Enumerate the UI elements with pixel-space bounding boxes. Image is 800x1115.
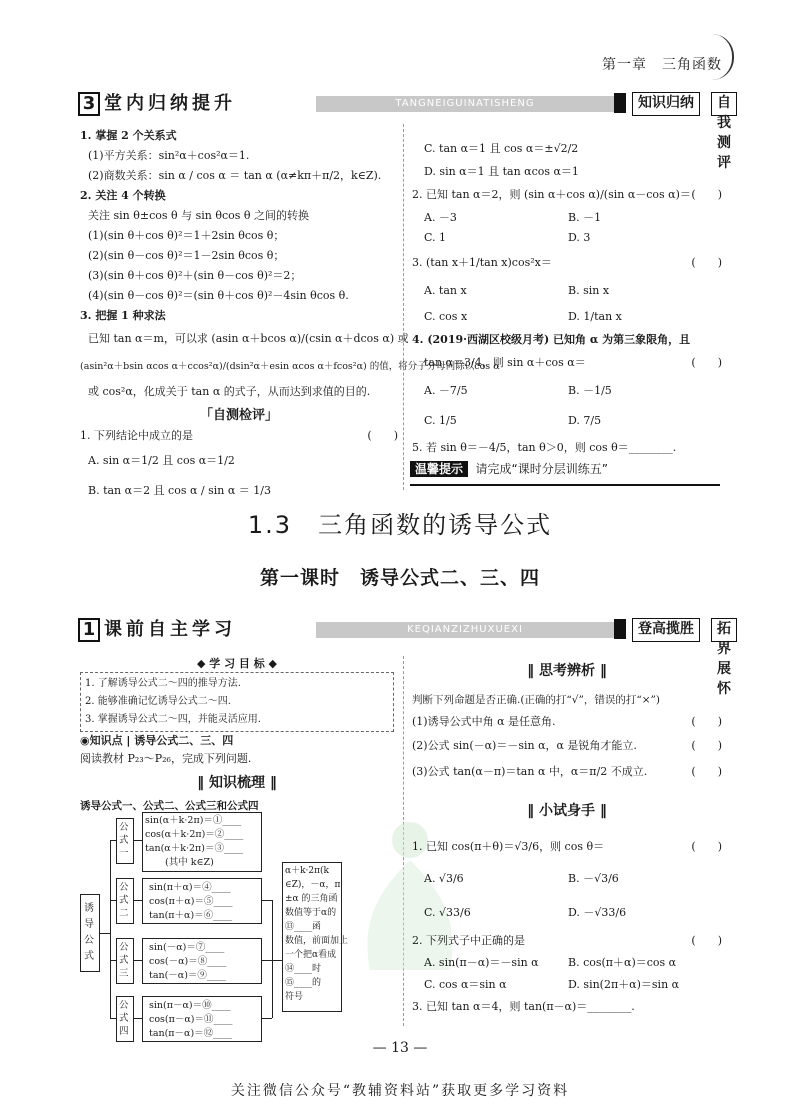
note-line: 一个把α看成 [285,950,337,960]
formula: (其中 k∈Z) [165,857,214,868]
summary-line: (2)商数关系：sin α / cos α ＝ tan α (α≠kπ＋π/2，k∈Z). [88,169,382,182]
group-label: 公式四 [119,1000,129,1037]
option-row [412,406,722,436]
note-line: ⑬____函 [285,922,322,932]
note-line: 数值等于α的 [285,908,337,918]
question [412,350,722,376]
option: A. sin α＝1/2 且 cos α＝1/2 [88,454,235,467]
summary-line: (2)(sin θ－cos θ)²＝1－2sin θcos θ； [88,249,285,262]
option-row [412,208,722,228]
question-text: 2. 下列式子中正确的是 [412,934,525,947]
tip-label: 温馨提示 [410,461,468,477]
trial-heading: ‖ 小试身手 ‖ [527,803,607,819]
knowledge-point: ◉知识点 | 诱导公式二、三、四 [80,734,234,747]
option: C. 1 [424,231,447,244]
note-line: 数值，前面加上 [285,936,349,946]
connector [134,960,142,961]
banner-title: 课前自主学习 [104,619,236,640]
option-row [412,862,722,896]
formula: cos(π＋α)＝⑤____ [149,896,233,907]
chapter-header: 第一章 三角函数 [602,57,722,73]
connector [134,840,142,841]
option: B. cos(π＋α)＝cos α [568,956,677,969]
banner-tag: 知识归纳 [632,92,700,116]
option: B. －√3/6 [568,872,619,885]
option-row [412,304,722,330]
footer-note: 关注微信公众号“教辅资料站”获取更多学习资料 [230,1083,570,1099]
option: B. tan α＝2 且 cos α / sin α ＝ 1/3 [88,484,271,497]
summary-line: 3. 把握 1 种求法 [80,309,166,322]
formula: tan(π－α)＝⑫____ [149,1028,233,1039]
question-text: 5. 若 sin θ＝－4/5，tan θ＞0，则 cos θ＝________. [412,441,677,454]
formula: tan(α＋k·2π)＝③____ [145,843,243,854]
group-box [116,878,134,924]
tip-text: 请完成“课时分层训练五” [475,462,608,476]
formula-box [142,812,262,872]
option-row [412,228,722,248]
option: D. sin(2π＋α)＝sin α [568,978,680,991]
answer-paren: ( ) [691,934,722,947]
note-line: ±α 的三角函 [285,894,338,904]
lesson-title: 1.3 三角函数的诱导公式 [247,511,553,539]
banner-tag: 自我测评 [711,92,737,116]
summary-line: 已知 tan α＝m，可以求 (asin α＋bcos α)/(csin α＋dcos α) 或 [88,332,409,345]
option: C. cos x [424,310,468,323]
goal-item: 2. 能够准确记忆诱导公式二～四. [85,696,231,707]
question [412,182,722,208]
formula-subheading: 诱导公式一、公式二、公式三和公式四 [80,800,259,812]
goals-box [80,672,394,732]
root-box [80,894,100,972]
summary-line: (1)(sin θ＋cos θ)²＝1＋2sin θcos θ； [88,229,285,242]
option-row [412,952,722,974]
banner-block [614,93,626,113]
question-text: 3. 已知 tan α＝4，则 tan(π－α)＝________. [412,1000,635,1013]
banner-pinyin: TANGNEIGUINATISHENG [316,96,614,112]
learning-goals [80,656,394,732]
option: C. 1/5 [424,414,457,427]
summary-line: 关注 sin θ±cos θ 与 sin θcos θ 之间的转换 [88,209,310,222]
option: C. √33/6 [424,906,471,919]
formula: cos(－α)＝⑧____ [149,956,227,967]
answer-paren: ( ) [691,765,722,778]
self-test-heading: 「自测检评」 [199,408,278,423]
banner-block [614,619,626,639]
option: C. tan α＝1 且 cos α＝±√2/2 [424,142,579,155]
reading-instruction: 阅读教材 P₂₃～P₂₆，完成下列问题. [80,752,252,765]
option-row [412,974,722,996]
goals-heading: ◆ 学 习 目 标 ◆ [196,657,278,670]
option: A. tan x [424,284,467,297]
statement-text: (2)公式 sin(－α)＝－sin α，α 是锐角才能立. [412,739,637,752]
connector [134,1018,142,1019]
question [80,426,398,446]
question [412,248,722,278]
think-heading: ‖ 思考辨析 ‖ [527,663,607,679]
statement [412,710,722,734]
summary-line: (3)(sin θ＋cos θ)²＋(sin θ－cos θ)²＝2； [88,269,302,282]
option-row [412,896,722,930]
group-label: 公式二 [119,882,129,919]
answer-paren: ( ) [691,739,722,752]
header-bracket [712,34,734,80]
question [412,832,722,862]
tip-underline [410,484,720,486]
tip-box [410,460,608,480]
formula-box [142,938,262,984]
goal-item: 3. 掌握诱导公式二～四，并能灵活应用. [85,714,261,725]
connector [272,960,282,961]
summary-line: (4)(sin θ－cos θ)²＝(sin θ＋cos θ)²－4sin θcos θ. [88,289,349,302]
summary-line: (1)平方关系：sin²α＋cos²α＝1. [88,149,250,162]
summary-line: 1. 掌握 2 个关系式 [80,129,177,142]
group-label: 公式三 [119,942,129,979]
quiz-column [412,136,722,460]
statement [412,734,722,758]
question-text: 4. (2019·西湖区校级月考) 已知角 α 为第三象限角，且 [412,333,691,346]
group-box [116,818,134,864]
banner-tag: 拓界展怀 [711,618,737,642]
practice-column [412,660,722,1018]
answer-paren: ( ) [691,840,722,853]
option: D. －√33/6 [568,906,627,919]
note-line: ∈Z)，－α，π [285,880,341,890]
root-label: 诱导公式 [84,903,94,962]
question-text: 3. (tan x＋1/tan x)cos²x＝ [412,256,552,269]
banner-number: 3 [78,92,100,116]
group-box [116,996,134,1042]
answer-paren: ( ) [367,429,398,442]
note-line: ⑭____时 [285,964,322,974]
formula: tan(π＋α)＝⑥____ [149,910,233,921]
option: B. －1/5 [568,384,612,397]
question-text: tan α＝3/4，则 sin α＋cos α＝ [424,356,586,369]
option: A. √3/6 [424,872,464,885]
question [412,930,722,952]
formula: tan(－α)＝⑨____ [149,970,226,981]
connector [262,900,272,901]
option: C. cos α＝sin α [424,978,507,991]
knowledge-heading: ‖ 知识梳理 ‖ [197,775,277,791]
lesson-subtitle: 第一课时 诱导公式二、三、四 [259,567,540,589]
answer-paren: ( ) [691,715,722,728]
banner-tag: 登高揽胜 [632,618,700,642]
answer-paren: ( ) [691,256,722,269]
connector [272,900,273,1018]
formula: cos(α＋k·2π)＝②____ [145,829,244,840]
column-divider [403,124,404,490]
option: D. sin α＝1 且 tan αcos α＝1 [424,165,579,178]
option: A. －7/5 [424,384,468,397]
connector [262,960,272,961]
connector [134,900,142,901]
option-row [412,376,722,406]
connector [262,1018,272,1019]
question-text: 1. 已知 cos(π＋θ)＝√3/6，则 cos θ＝ [412,840,605,853]
banner-number: 1 [78,618,100,642]
answer-paren: ( ) [691,188,722,201]
banner-title: 堂内归纳提升 [104,93,236,114]
option: A. sin(π－α)＝－sin α [424,956,539,969]
option: D. 1/tan x [568,310,622,323]
statement-text: (3)公式 tan(α－π)＝tan α 中，α＝π/2 不成立. [412,765,648,778]
formula-box [142,996,262,1042]
formula: sin(α＋k·2π)＝①____ [145,815,242,826]
option: A. －3 [424,211,457,224]
formula-box [142,878,262,924]
question-text: 2. 已知 tan α＝2，则 (sin α＋cos α)/(sin α－cos α)＝ [412,188,691,201]
option: D. 7/5 [568,414,602,427]
group-label: 公式一 [119,822,129,859]
summary-line: 2. 关注 4 个转换 [80,189,166,202]
option: B. －1 [568,211,602,224]
note-line: 符号 [285,992,304,1002]
connector [110,840,111,1018]
option: B. sin x [568,284,610,297]
note-line: α＋k·2π(k [285,866,329,876]
statement [412,758,722,786]
answer-paren: ( ) [691,356,722,369]
option-row [412,278,722,304]
group-box [116,938,134,984]
goal-item: 1. 了解诱导公式二～四的推导方法. [85,678,241,689]
formula: sin(π＋α)＝④____ [149,882,231,893]
think-intro: 判断下列命题是否正确.(正确的打“√”，错误的打“×”) [412,694,660,706]
statement-text: (1)诱导公式中角 α 是任意角. [412,715,556,728]
summary-line: (asin²α＋bsin αcos α＋ccos²α)/(dsin²α＋esin αcos α＋fcos²α) 的值，将分子分母同除以cos α [80,361,500,372]
formula: sin(π－α)＝⑩____ [149,1000,231,1011]
formula: cos(π－α)＝⑪____ [149,1014,233,1025]
connector [100,933,110,934]
formula: sin(－α)＝⑦____ [149,942,225,953]
summary-line: 或 cos²α，化成关于 tan α 的式子，从而达到求值的目的. [88,385,371,398]
note-line: ⑮____的 [285,978,322,988]
option: D. 3 [568,231,591,244]
page-number: — 13 — [372,1040,428,1056]
question-text: 1. 下列结论中成立的是 [80,429,193,442]
banner-pinyin: KEQIANZIZHUXUEXI [316,622,614,638]
